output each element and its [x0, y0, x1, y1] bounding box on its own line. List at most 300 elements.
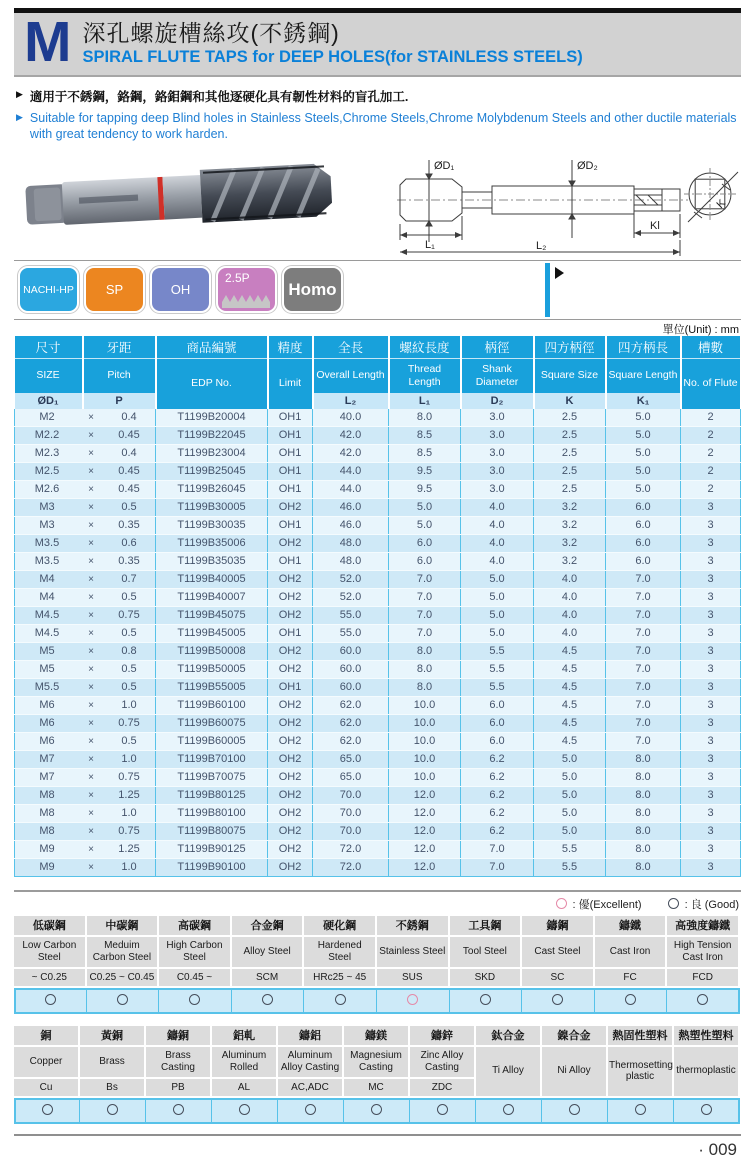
- shank-diameter: 6.2: [461, 822, 534, 840]
- material-name-en: Cast Iron: [595, 937, 668, 969]
- diagram-l1-label: L₁: [425, 238, 435, 251]
- material-name-en: Aluminum Alloy Casting: [278, 1047, 344, 1079]
- material-name-zh: 鑄鎂: [344, 1026, 410, 1047]
- square-size: 2.5: [534, 426, 606, 444]
- material-name-zh: 鑄鋼: [522, 916, 595, 937]
- flutes: 2: [681, 409, 741, 427]
- size-value: M4.5: [34, 627, 60, 639]
- size-pitch-cell: [15, 696, 156, 714]
- thread-length: 12.0: [389, 804, 461, 822]
- limit: OH2: [268, 534, 313, 552]
- size-value: M5: [39, 645, 55, 657]
- material-rating-cell: [476, 1098, 542, 1124]
- flutes: 2: [681, 426, 741, 444]
- intro-bullet-en: [16, 110, 739, 143]
- square-length: 5.0: [606, 409, 681, 427]
- square-length: 7.0: [606, 606, 681, 624]
- square-length: 7.0: [606, 732, 681, 750]
- thread-length: 7.0: [389, 570, 461, 588]
- diagram-kl-label: Kl: [650, 219, 660, 232]
- times-symbol: ×: [88, 591, 94, 603]
- overall-length: 42.0: [313, 426, 389, 444]
- material-name-zh: 中碳鋼: [87, 916, 160, 937]
- size-pitch-cell: [15, 444, 156, 462]
- shank-diameter: 5.5: [461, 660, 534, 678]
- pitch-value: 1.0: [121, 699, 137, 711]
- good-circle-icon: [437, 1104, 448, 1115]
- edp-no: T1199B22045: [156, 426, 268, 444]
- shank-diameter: 7.0: [461, 858, 534, 876]
- thread-length: 8.5: [389, 426, 461, 444]
- limit: OH2: [268, 696, 313, 714]
- col-edp-zh: 商品編號: [156, 336, 268, 359]
- badge-label: 2.5P: [225, 271, 250, 285]
- overall-length: 62.0: [313, 732, 389, 750]
- square-size: 4.5: [534, 714, 606, 732]
- size-value: M3.5: [34, 537, 60, 549]
- square-length: 7.0: [606, 714, 681, 732]
- material-row: [14, 969, 740, 988]
- pitch-value: 1.25: [118, 843, 140, 855]
- spec-row: [15, 804, 741, 822]
- spec-row: [15, 462, 741, 480]
- col-square-size-en: Square Size: [534, 358, 606, 393]
- material-row: [14, 1026, 740, 1047]
- pitch-value: 0.5: [121, 663, 137, 675]
- overall-length: 46.0: [313, 516, 389, 534]
- spec-row: [15, 480, 741, 498]
- good-circle-icon: [701, 1104, 712, 1115]
- material-name-en: Copper: [14, 1047, 80, 1079]
- size-pitch-cell: [15, 516, 156, 534]
- shank-diameter: 6.2: [461, 750, 534, 768]
- thread-length: 9.5: [389, 462, 461, 480]
- times-symbol: ×: [88, 735, 94, 747]
- flutes: 3: [681, 498, 741, 516]
- square-size: 5.0: [534, 804, 606, 822]
- edp-no: T1199B55005: [156, 678, 268, 696]
- pitch-value: 1.0: [121, 861, 137, 873]
- overall-length: 44.0: [313, 462, 389, 480]
- edp-no: T1199B80075: [156, 822, 268, 840]
- col-square-size-zh: 四方柄徑: [534, 336, 606, 359]
- rating-legend: [16, 896, 739, 912]
- section-marker-bar: [545, 263, 550, 317]
- material-name-en: Brass: [80, 1047, 146, 1079]
- shank-diameter: 5.0: [461, 624, 534, 642]
- flutes: 3: [681, 840, 741, 858]
- edp-no: T1199B60100: [156, 696, 268, 714]
- material-rating-cell: [595, 988, 668, 1014]
- material-rating-cell: [608, 1098, 674, 1124]
- material-row: [14, 916, 740, 937]
- spec-row: [15, 768, 741, 786]
- col-shank-diameter-sym: D₂: [461, 393, 534, 409]
- overall-length: 72.0: [313, 858, 389, 876]
- size-pitch-cell: [15, 624, 156, 642]
- size-value: M7: [39, 753, 55, 765]
- square-length: 6.0: [606, 498, 681, 516]
- material-name-en: Ti Alloy: [476, 1047, 542, 1098]
- material-name-en: Meduim Carbon Steel: [87, 937, 160, 969]
- good-circle-icon: [569, 1104, 580, 1115]
- material-table-nonferrous: [14, 1026, 740, 1124]
- material-name-zh: 鋁軋: [212, 1026, 278, 1047]
- limit: OH2: [268, 588, 313, 606]
- size-pitch-cell: [15, 840, 156, 858]
- size-value: M7: [39, 771, 55, 783]
- size-value: M6: [39, 699, 55, 711]
- size-value: M2.6: [34, 483, 60, 495]
- header-row-zh: [15, 336, 741, 359]
- spec-row: [15, 732, 741, 750]
- limit: OH2: [268, 768, 313, 786]
- pitch-value: 0.5: [121, 627, 137, 639]
- thread-length: 8.5: [389, 444, 461, 462]
- material-name-en: Aluminum Rolled: [212, 1047, 278, 1079]
- shank-diameter: 6.0: [461, 714, 534, 732]
- limit: OH1: [268, 462, 313, 480]
- material-name-en: Low Carbon Steel: [14, 937, 87, 969]
- edp-no: T1199B80125: [156, 786, 268, 804]
- times-symbol: ×: [88, 429, 94, 441]
- square-length: 7.0: [606, 660, 681, 678]
- size-pitch-cell: [15, 552, 156, 570]
- square-size: 3.2: [534, 498, 606, 516]
- size-pitch-cell: [15, 642, 156, 660]
- edp-no: T1199B26045: [156, 480, 268, 498]
- shank-diameter: 3.0: [461, 480, 534, 498]
- edp-no: T1199B90100: [156, 858, 268, 876]
- flutes: 3: [681, 552, 741, 570]
- diagram-d2-label: ØD₂: [577, 159, 598, 172]
- pitch-value: 0.7: [121, 573, 137, 585]
- shank-diameter: 5.0: [461, 606, 534, 624]
- edp-no: T1199B60005: [156, 732, 268, 750]
- material-rating-cell: [212, 1098, 278, 1124]
- thread-length: 6.0: [389, 534, 461, 552]
- material-name-en: Stainless Steel: [377, 937, 450, 969]
- square-size: 4.5: [534, 732, 606, 750]
- good-circle-icon: [262, 994, 273, 1005]
- spec-row: [15, 714, 741, 732]
- limit: OH1: [268, 552, 313, 570]
- flutes: 3: [681, 732, 741, 750]
- badge-homo: Homo: [282, 266, 343, 313]
- legend-good-label: : 良 (Good): [684, 898, 739, 911]
- spec-row: [15, 409, 741, 427]
- spec-row: [15, 750, 741, 768]
- diagram-d1-label: ØD₁: [434, 159, 455, 172]
- thread-length: 5.0: [389, 498, 461, 516]
- edp-no: T1199B35035: [156, 552, 268, 570]
- overall-length: 52.0: [313, 588, 389, 606]
- material-rating-cell: [674, 1098, 740, 1124]
- material-name-zh: 硬化鋼: [304, 916, 377, 937]
- material-name-en: Hardened Steel: [304, 937, 377, 969]
- size-pitch-cell: [15, 570, 156, 588]
- material-name-zh: 工具鋼: [450, 916, 523, 937]
- limit: OH1: [268, 480, 313, 498]
- shank-diameter: 3.0: [461, 444, 534, 462]
- material-name-zh: 合金鋼: [232, 916, 305, 937]
- material-code: HRc25 ~ 45: [304, 969, 377, 988]
- material-rating-cell: [377, 988, 450, 1014]
- square-size: 5.0: [534, 768, 606, 786]
- size-value: M2.5: [34, 465, 60, 477]
- square-length: 8.0: [606, 804, 681, 822]
- overall-length: 62.0: [313, 696, 389, 714]
- size-value: M8: [39, 789, 55, 801]
- edp-no: T1199B40007: [156, 588, 268, 606]
- square-size: 4.5: [534, 642, 606, 660]
- size-pitch-cell: [15, 714, 156, 732]
- badge-row: [14, 261, 741, 319]
- spec-row: [15, 786, 741, 804]
- header-row-symbols: [15, 393, 741, 409]
- good-circle-icon: [173, 1104, 184, 1115]
- square-length: 6.0: [606, 552, 681, 570]
- good-circle-icon: [45, 994, 56, 1005]
- overall-length: 48.0: [313, 552, 389, 570]
- col-overall-length-sym: L₂: [313, 393, 389, 409]
- material-name-zh: 高強度鑄鐵: [667, 916, 740, 937]
- square-length: 7.0: [606, 570, 681, 588]
- shank-diameter: 4.0: [461, 516, 534, 534]
- times-symbol: ×: [88, 663, 94, 675]
- square-size: 2.5: [534, 409, 606, 427]
- pitch-value: 0.4: [121, 447, 137, 459]
- pitch-value: 0.5: [121, 591, 137, 603]
- square-length: 7.0: [606, 588, 681, 606]
- good-circle-icon: [625, 994, 636, 1005]
- material-code: AL: [212, 1079, 278, 1098]
- flutes: 3: [681, 822, 741, 840]
- col-flutes-en: No. of Flute: [681, 358, 741, 409]
- limit: OH2: [268, 786, 313, 804]
- flutes: 3: [681, 534, 741, 552]
- limit: OH2: [268, 642, 313, 660]
- square-length: 7.0: [606, 678, 681, 696]
- material-code: MC: [344, 1079, 410, 1098]
- material-name-en: High Tension Cast Iron: [667, 937, 740, 969]
- shank-diameter: 6.0: [461, 696, 534, 714]
- pitch-value: 1.0: [121, 807, 137, 819]
- material-name-zh: 不銹鋼: [377, 916, 450, 937]
- bullet-arrow-icon: ▶: [16, 89, 23, 99]
- overall-length: 60.0: [313, 678, 389, 696]
- times-symbol: ×: [88, 699, 94, 711]
- pitch-value: 1.25: [118, 789, 140, 801]
- flutes: 2: [681, 462, 741, 480]
- flutes: 3: [681, 678, 741, 696]
- material-code: SUS: [377, 969, 450, 988]
- pitch-value: 0.35: [118, 519, 140, 531]
- square-size: 4.0: [534, 624, 606, 642]
- overall-length: 70.0: [313, 786, 389, 804]
- thread-length: 12.0: [389, 840, 461, 858]
- edp-no: T1199B70100: [156, 750, 268, 768]
- square-size: 4.0: [534, 588, 606, 606]
- times-symbol: ×: [88, 681, 94, 693]
- pitch-value: 0.75: [118, 717, 140, 729]
- thread-length: 10.0: [389, 750, 461, 768]
- thread-length: 7.0: [389, 588, 461, 606]
- shank-diameter: 4.0: [461, 498, 534, 516]
- overall-length: 70.0: [313, 822, 389, 840]
- square-length: 6.0: [606, 516, 681, 534]
- material-name-en: Magnesium Casting: [344, 1047, 410, 1079]
- size-pitch-cell: [15, 750, 156, 768]
- size-pitch-cell: [15, 660, 156, 678]
- unit-label: 單位(Unit) : mm: [662, 323, 739, 336]
- col-square-length-zh: 四方柄長: [606, 336, 681, 359]
- times-symbol: ×: [88, 807, 94, 819]
- thread-length: 8.0: [389, 642, 461, 660]
- pitch-value: 0.75: [118, 609, 140, 621]
- thread-length: 8.0: [389, 678, 461, 696]
- thread-length: 12.0: [389, 858, 461, 876]
- spec-row: [15, 858, 741, 876]
- material-name-zh: 熱塑性塑料: [674, 1026, 740, 1047]
- material-name-zh: 鈦合金: [476, 1026, 542, 1047]
- spec-row: [15, 660, 741, 678]
- square-length: 8.0: [606, 822, 681, 840]
- thread-length: 9.5: [389, 480, 461, 498]
- overall-length: 70.0: [313, 804, 389, 822]
- diagram-k-label: K: [714, 196, 729, 211]
- times-symbol: ×: [88, 717, 94, 729]
- times-symbol: ×: [88, 825, 94, 837]
- size-pitch-cell: [15, 588, 156, 606]
- material-rating-cell: [542, 1098, 608, 1124]
- shank-diameter: 6.2: [461, 768, 534, 786]
- material-code: PB: [146, 1079, 212, 1098]
- material-rating-cell: [522, 988, 595, 1014]
- intro-bullet-zh: [16, 87, 739, 105]
- times-symbol: ×: [88, 537, 94, 549]
- times-symbol: ×: [88, 789, 94, 801]
- flutes: 2: [681, 480, 741, 498]
- pitch-value: 1.0: [121, 753, 137, 765]
- col-flutes-zh: 槽數: [681, 336, 741, 359]
- times-symbol: ×: [88, 447, 94, 459]
- badge-sp: SP: [84, 266, 145, 313]
- divider: [14, 319, 741, 320]
- material-name-en: Ni Alloy: [542, 1047, 608, 1098]
- edp-no: T1199B80100: [156, 804, 268, 822]
- material-table-steels: [14, 916, 740, 1014]
- material-row: [14, 1047, 740, 1079]
- material-code: Bs: [80, 1079, 146, 1098]
- section-divider: [14, 890, 741, 892]
- size-value: M6: [39, 735, 55, 747]
- size-pitch-cell: [15, 498, 156, 516]
- material-name-zh: 鑄鋁: [278, 1026, 344, 1047]
- square-length: 8.0: [606, 768, 681, 786]
- size-pitch-cell: [15, 804, 156, 822]
- spec-row: [15, 498, 741, 516]
- excellent-circle-icon: [556, 898, 567, 909]
- size-value: M2.2: [34, 429, 60, 441]
- shank-diameter: 5.0: [461, 588, 534, 606]
- size-pitch-cell: [15, 409, 156, 427]
- times-symbol: ×: [88, 483, 94, 495]
- square-size: 3.2: [534, 534, 606, 552]
- times-symbol: ×: [88, 861, 94, 873]
- square-length: 8.0: [606, 750, 681, 768]
- thread-length: 6.0: [389, 552, 461, 570]
- overall-length: 52.0: [313, 570, 389, 588]
- header-row-en: [15, 358, 741, 393]
- spec-row: [15, 624, 741, 642]
- edp-no: T1199B40005: [156, 570, 268, 588]
- material-name-en: Tool Steel: [450, 937, 523, 969]
- overall-length: 65.0: [313, 750, 389, 768]
- limit: OH2: [268, 750, 313, 768]
- spec-table: [14, 336, 742, 877]
- square-size: 5.0: [534, 786, 606, 804]
- limit: OH1: [268, 624, 313, 642]
- limit: OH2: [268, 606, 313, 624]
- footer-divider: [14, 1134, 741, 1136]
- spec-row: [15, 840, 741, 858]
- overall-length: 44.0: [313, 480, 389, 498]
- page-title-zh: 深孔螺旋槽絲攻(不銹鋼): [82, 19, 340, 46]
- tap-photo: [20, 148, 356, 260]
- flutes: 3: [681, 804, 741, 822]
- figure-row: [14, 148, 741, 260]
- size-pitch-cell: [15, 822, 156, 840]
- good-circle-icon: [305, 1104, 316, 1115]
- material-row: [14, 937, 740, 969]
- thread-length: 8.0: [389, 409, 461, 427]
- size-value: M9: [39, 843, 55, 855]
- material-row: [14, 988, 740, 1014]
- section-letter: M: [24, 10, 70, 74]
- square-length: 5.0: [606, 462, 681, 480]
- col-limit-zh: 精度: [268, 336, 313, 359]
- limit: OH1: [268, 426, 313, 444]
- thread-length: 10.0: [389, 714, 461, 732]
- size-pitch-cell: [15, 426, 156, 444]
- good-circle-icon: [371, 1104, 382, 1115]
- size-value: M3.5: [34, 555, 60, 567]
- material-rating-cell: [14, 1098, 80, 1124]
- limit: OH1: [268, 516, 313, 534]
- size-value: M5: [39, 663, 55, 675]
- material-name-en: Cast Steel: [522, 937, 595, 969]
- flutes: 3: [681, 588, 741, 606]
- square-length: 7.0: [606, 624, 681, 642]
- col-size-sym: ØD₁: [15, 393, 83, 409]
- material-rating-cell: [410, 1098, 476, 1124]
- spec-row: [15, 678, 741, 696]
- overall-length: 48.0: [313, 534, 389, 552]
- pitch-value: 0.6: [121, 537, 137, 549]
- badge-oh: OH: [150, 266, 211, 313]
- flutes: 3: [681, 660, 741, 678]
- edp-no: T1199B50008: [156, 642, 268, 660]
- badge-2-5p: [216, 266, 277, 313]
- col-thread-length-zh: 螺紋長度: [389, 336, 461, 359]
- shank-diameter: 3.0: [461, 462, 534, 480]
- thread-length: 8.0: [389, 660, 461, 678]
- good-circle-icon: [42, 1104, 53, 1115]
- square-size: 5.0: [534, 822, 606, 840]
- overall-length: 60.0: [313, 660, 389, 678]
- shank-diameter: 6.0: [461, 732, 534, 750]
